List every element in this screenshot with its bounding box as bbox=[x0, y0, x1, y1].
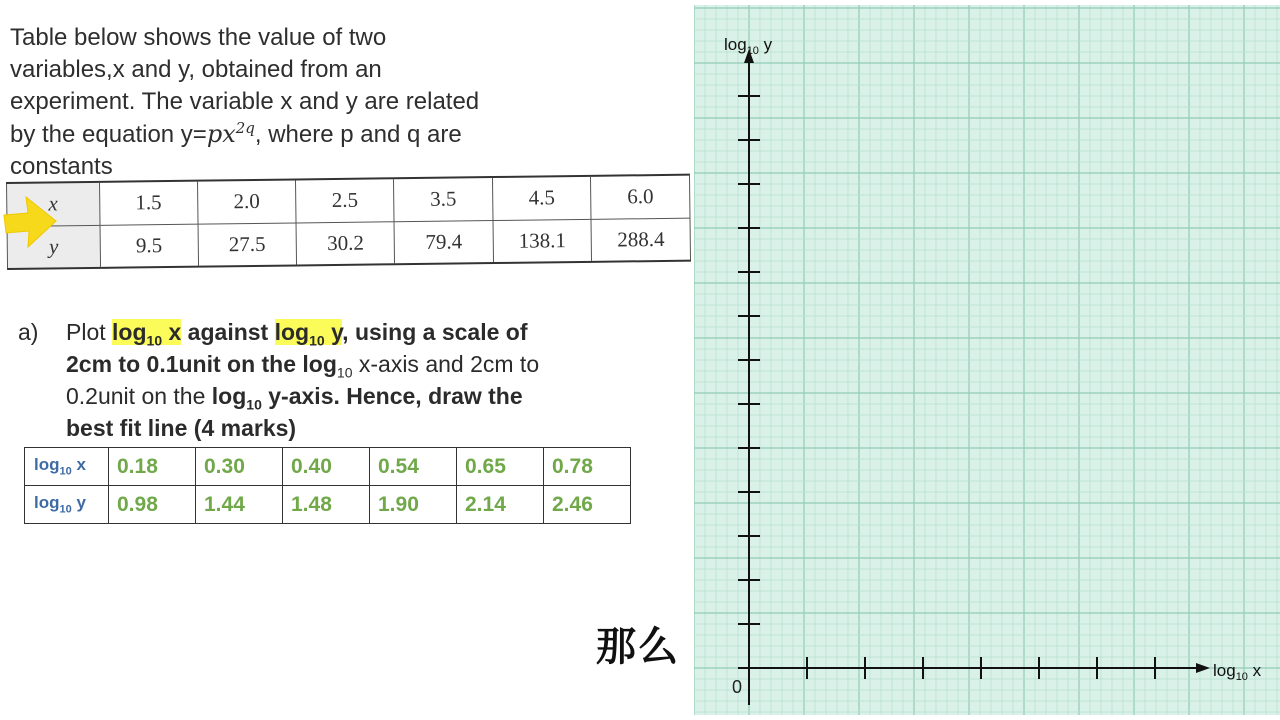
marks-text: best fit line (4 marks) bbox=[66, 415, 297, 441]
log-x-cell: 0.40 bbox=[283, 448, 370, 486]
var-y: y bbox=[324, 319, 343, 345]
var-x: x bbox=[71, 455, 86, 475]
y-value-cell: 79.4 bbox=[394, 220, 493, 264]
table-row-log-x bbox=[25, 448, 631, 486]
intro-line-3: experiment. The variable x and y are related bbox=[10, 88, 480, 115]
x-value-cell: 2.0 bbox=[197, 179, 296, 223]
scale-text: , using a scale of bbox=[342, 319, 528, 345]
question-line-4 bbox=[66, 412, 611, 444]
intro-line-1: Table below shows the value of two bbox=[10, 24, 387, 51]
equation-exponent: 2q bbox=[235, 119, 255, 137]
problem-statement bbox=[10, 22, 530, 183]
x-value-cell: 3.5 bbox=[394, 177, 493, 221]
x-value-cell: 2.5 bbox=[296, 178, 395, 222]
subscript-10: 10 bbox=[59, 465, 72, 478]
graph-paper bbox=[694, 5, 1280, 715]
subscript-10: 10 bbox=[59, 503, 72, 516]
log-word: log bbox=[274, 319, 310, 345]
plot-word: Plot bbox=[66, 319, 106, 345]
table-row-y bbox=[7, 218, 690, 269]
question-body bbox=[66, 316, 611, 444]
y-value-cell: 27.5 bbox=[198, 222, 297, 266]
subscript-10: 10 bbox=[146, 332, 163, 349]
log-x-cell: 0.18 bbox=[109, 448, 196, 486]
y-value-cell: 30.2 bbox=[296, 221, 395, 265]
log-x-cell: 0.30 bbox=[196, 448, 283, 486]
intro-line-2: variables,x and y, obtained from an bbox=[10, 56, 382, 83]
x-axis-arrowhead-icon bbox=[1196, 663, 1210, 673]
x-value-cell: 4.5 bbox=[492, 176, 591, 220]
axes bbox=[694, 5, 1280, 715]
intro-line-5: constants bbox=[10, 153, 113, 180]
log-x-cell: 0.54 bbox=[370, 448, 457, 486]
intro-line-4 bbox=[10, 118, 530, 151]
y-axis-label: $\log_{10} y$ bbox=[724, 35, 773, 57]
log-y-cell: 1.90 bbox=[370, 486, 457, 524]
x-value-cell: 1.5 bbox=[99, 181, 198, 225]
log-values-table bbox=[24, 447, 631, 524]
equation-prefix: by the equation y= bbox=[10, 121, 207, 148]
equation-term: px bbox=[206, 120, 236, 148]
subtitle-caption: 那么 bbox=[596, 624, 680, 670]
row-header-y: y bbox=[7, 225, 100, 269]
log-word: log bbox=[112, 319, 147, 345]
scale-y-bold: y-axis. Hence, draw the bbox=[261, 383, 523, 409]
log-word: log bbox=[34, 493, 60, 513]
y-value-cell: 288.4 bbox=[591, 218, 690, 262]
row-header-x: x bbox=[7, 182, 100, 226]
log-y-cell: 2.14 bbox=[457, 486, 544, 524]
y-value-cell: 9.5 bbox=[100, 224, 199, 268]
origin-label: 0 bbox=[732, 677, 743, 697]
against-word: against bbox=[181, 319, 275, 345]
log-word: log bbox=[211, 383, 247, 409]
highlight-log-y bbox=[274, 319, 343, 349]
log-y-cell: 1.44 bbox=[196, 486, 283, 524]
pointer-arrow-icon bbox=[2, 191, 58, 253]
x-axis-label: $\log_{10} x$ bbox=[1213, 661, 1262, 683]
y-value-cell: 138.1 bbox=[493, 219, 592, 263]
var-y: y bbox=[71, 493, 86, 513]
question-line-2 bbox=[66, 348, 611, 380]
subscript-10: 10 bbox=[336, 364, 353, 381]
log-y-cell: 1.48 bbox=[283, 486, 370, 524]
question-line-3 bbox=[66, 380, 611, 412]
highlight-log-x bbox=[112, 319, 182, 349]
log-x-cell: 0.65 bbox=[457, 448, 544, 486]
question-line-1 bbox=[66, 316, 611, 348]
row-header-log-y bbox=[25, 486, 109, 524]
log-word: log bbox=[34, 455, 60, 475]
question-letter: a) bbox=[18, 319, 39, 345]
row-header-log-x bbox=[25, 448, 109, 486]
var-x: x bbox=[162, 319, 182, 345]
log-x-cell: 0.78 bbox=[544, 448, 631, 486]
subscript-10: 10 bbox=[246, 396, 262, 413]
equation-suffix: , where p and q are bbox=[254, 121, 462, 148]
scale-x-bold: 2cm to 0.1unit on the log bbox=[66, 351, 337, 377]
log-y-cell: 0.98 bbox=[109, 486, 196, 524]
scale-x-rest: x-axis and 2cm to bbox=[352, 351, 540, 377]
scale-y-plain: 0.2unit on the bbox=[66, 383, 212, 409]
log-y-cell: 2.46 bbox=[544, 486, 631, 524]
experiment-data-table bbox=[6, 174, 691, 272]
table-row-log-y bbox=[25, 486, 631, 524]
x-value-cell: 6.0 bbox=[591, 175, 690, 219]
subscript-10: 10 bbox=[309, 332, 325, 349]
